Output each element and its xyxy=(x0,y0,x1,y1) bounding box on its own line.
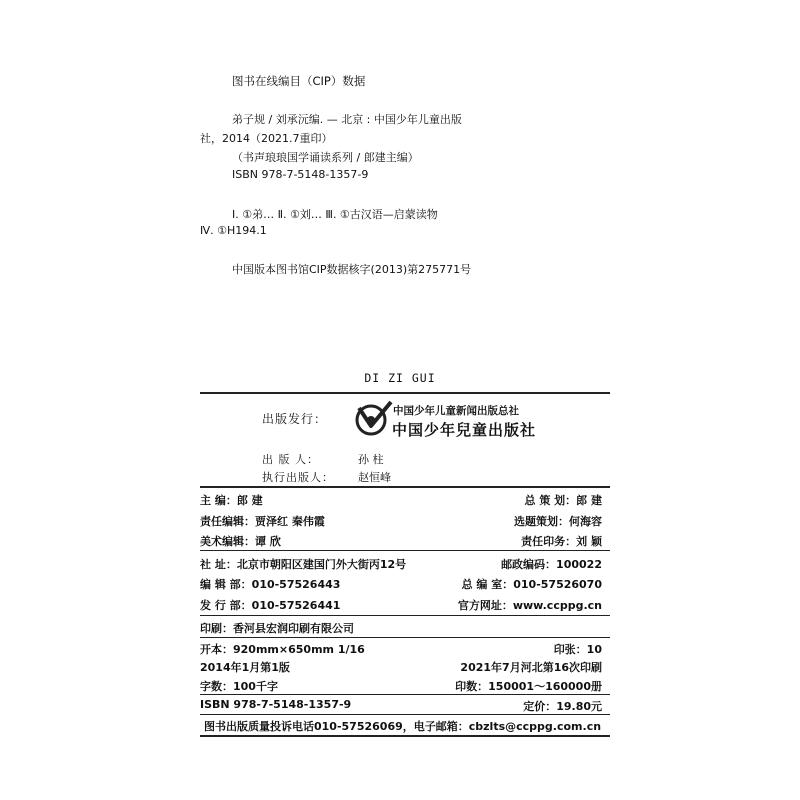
official-website: 官方网址：www.ccppg.cn xyxy=(457,599,602,612)
detail-row xyxy=(200,695,610,715)
word-count: 字数：100千字 xyxy=(200,680,278,693)
printer: 印刷：香河县宏润印刷有限公司 xyxy=(200,622,354,635)
cip-classification-1: Ⅰ. ①弟… Ⅱ. ①刘… Ⅲ. ①古汉语—启蒙读物 xyxy=(232,208,438,221)
detail-row xyxy=(200,489,610,509)
publisher-label: 出版发行： xyxy=(262,412,328,426)
cip-line-1: 弟子规 / 刘承沅编. — 北京 : 中国少年儿童出版 xyxy=(232,113,462,126)
detail-row xyxy=(200,573,610,593)
cip-isbn: ISBN 978-7-5148-1357-9 xyxy=(232,168,369,181)
publisher-press-name: 中国少年兒童出版社 xyxy=(392,421,537,439)
publisher-person-name: 孙 柱 xyxy=(358,453,384,466)
detail-row xyxy=(200,510,610,530)
postcode: 邮政编码：100022 xyxy=(501,558,602,571)
cip-title: 图书在线编目（CIP）数据 xyxy=(232,74,366,88)
detail-row xyxy=(200,530,610,550)
print-run: 印数：150001～160000册 xyxy=(455,680,602,693)
print-manager: 责任印务：刘 颖 xyxy=(521,535,602,548)
detail-row xyxy=(200,638,610,658)
divider xyxy=(200,615,610,616)
divider xyxy=(200,392,610,394)
publisher-group-name: 中国少年儿童新闻出版总社 xyxy=(393,405,519,417)
exec-publisher-name: 赵恒峰 xyxy=(358,471,391,484)
quality-complaint: 图书出版质量投诉电话010-57526069，电子邮箱：cbzlts@ccppg.com.cn xyxy=(204,720,602,733)
detail-row xyxy=(200,594,610,614)
editorial-dept-phone: 编 辑 部：010-57526443 xyxy=(200,578,341,591)
chief-editor: 主 编：郎 建 xyxy=(200,494,263,507)
exec-publisher-label: 执行出版人： xyxy=(262,471,334,484)
format: 开本：920mm×650mm 1/16 xyxy=(200,643,365,656)
distribution-dept-phone: 发 行 部：010-57526441 xyxy=(200,599,341,612)
pinyin-title: DI ZI GUI xyxy=(364,371,436,385)
detail-row xyxy=(200,656,610,676)
art-editor: 美术编辑：谭 欣 xyxy=(200,535,281,548)
address: 社 址：北京市朝阳区建国门外大街丙12号 xyxy=(200,558,407,571)
chief-planner: 总 策 划：郎 建 xyxy=(524,494,602,507)
printing: 2021年7月河北第16次印刷 xyxy=(460,661,602,674)
cip-line-2: 社，2014（2021.7重印） xyxy=(200,132,333,145)
cip-line-3: （书声琅琅国学诵读系列 / 郎建主编） xyxy=(232,151,419,164)
chief-editor-office-phone: 总 编 室：010-57526070 xyxy=(461,578,602,591)
edition: 2014年1月第1版 xyxy=(200,661,290,674)
divider xyxy=(200,486,610,488)
publisher-logo-icon xyxy=(353,398,393,438)
detail-row xyxy=(200,553,610,573)
detail-row xyxy=(200,715,610,735)
publisher-person-label: 出 版 人： xyxy=(262,453,319,466)
isbn: ISBN 978-7-5148-1357-9 xyxy=(200,698,352,711)
cip-core-number: 中国版本图书馆CIP数据核字(2013)第275771号 xyxy=(232,263,472,276)
divider xyxy=(200,550,610,551)
cip-classification-2: Ⅳ. ①H194.1 xyxy=(200,224,267,237)
detail-row xyxy=(200,617,610,637)
price: 定价：19.80元 xyxy=(523,700,602,713)
printed-sheets: 印张：10 xyxy=(553,643,602,656)
topic-planner: 选题策划：何海容 xyxy=(514,515,602,528)
detail-row xyxy=(200,675,610,695)
responsible-editors: 责任编辑：贾泽红 秦伟霞 xyxy=(200,515,325,528)
divider xyxy=(200,735,610,737)
